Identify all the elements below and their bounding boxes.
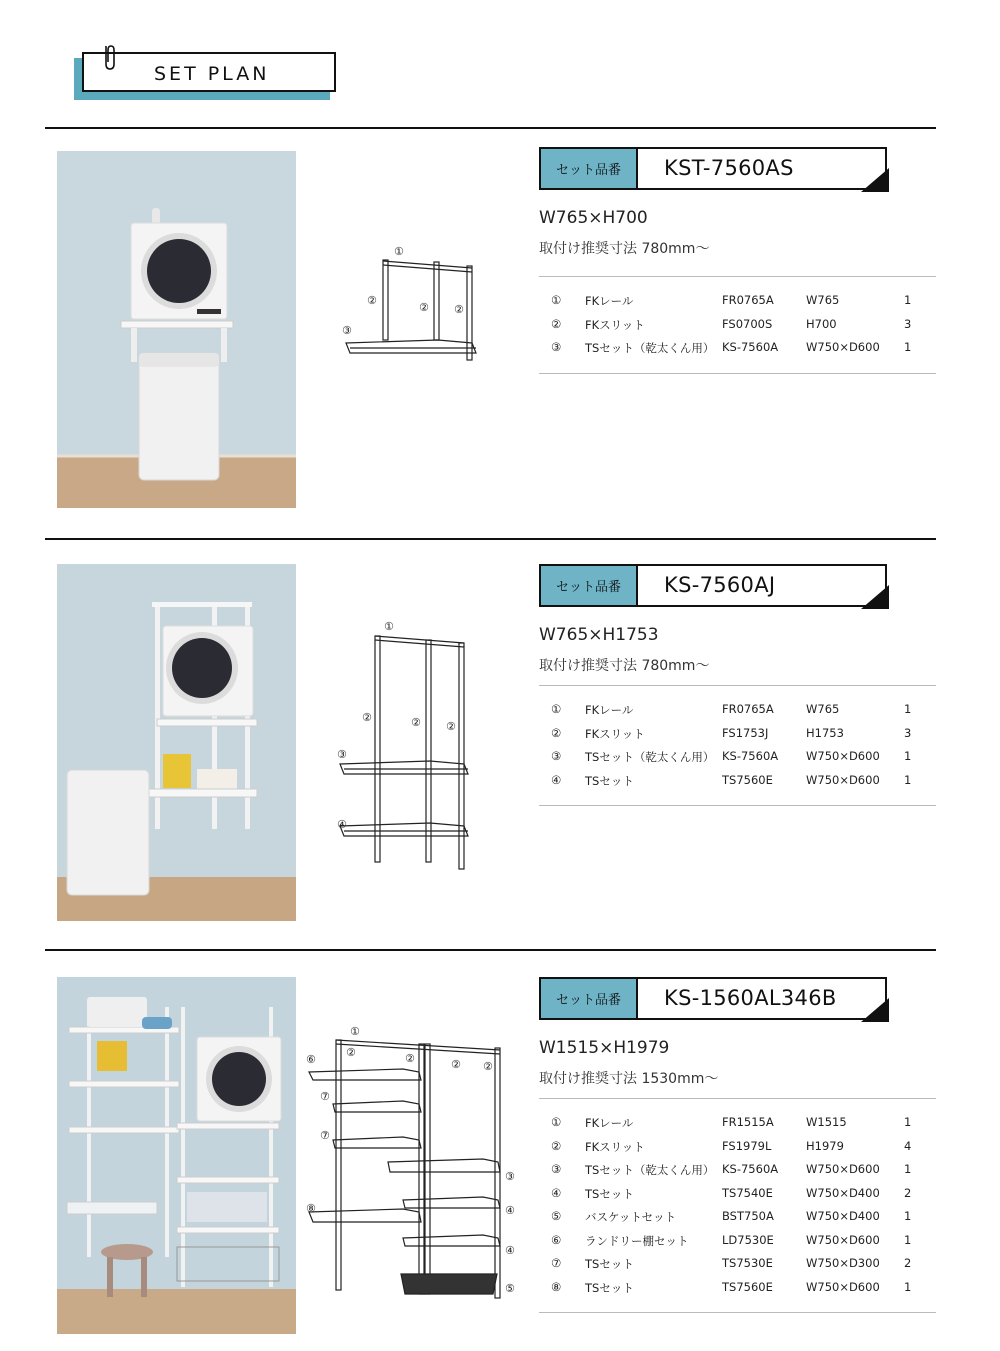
- diagram-label: ②: [451, 1058, 461, 1071]
- item-size: W750×D300: [806, 1256, 880, 1270]
- item-number: ①: [551, 702, 562, 716]
- paperclip-icon: [102, 42, 118, 72]
- diagram-label: ③: [337, 748, 347, 761]
- item-name: FKスリット: [585, 1139, 645, 1154]
- table-row: [539, 289, 936, 313]
- diagram-label: ⑤: [505, 1282, 515, 1295]
- assembly-diagram: [303, 1022, 523, 1302]
- section-divider: [45, 538, 936, 540]
- item-quantity: 1: [904, 1279, 912, 1294]
- part-number: BST750A: [722, 1209, 774, 1223]
- part-number: KS-7560A: [722, 749, 779, 763]
- diagram-label: ②: [483, 1060, 493, 1073]
- set-code: KST-7560AS: [664, 156, 794, 180]
- item-quantity: 1: [904, 1232, 912, 1247]
- set-number-badge: [539, 147, 887, 190]
- badge-code-box: [636, 147, 887, 190]
- table-row: [539, 698, 936, 722]
- table-row: [539, 1205, 936, 1229]
- table-row: [539, 336, 936, 360]
- diagram-label: ④: [505, 1244, 515, 1257]
- diagram-label: ⑥: [306, 1053, 316, 1066]
- item-quantity: 1: [904, 1162, 912, 1176]
- item-size: H1979: [806, 1138, 844, 1153]
- table-row: [539, 1135, 936, 1159]
- diagram-label: ②: [346, 1046, 356, 1059]
- badge-label: セット品番: [539, 147, 636, 190]
- part-number: FR1515A: [722, 1115, 774, 1129]
- product-photo: [57, 977, 296, 1334]
- diagram-label: ①: [394, 245, 404, 258]
- set-number-badge: [539, 977, 887, 1020]
- item-quantity: 1: [904, 1209, 912, 1223]
- diagram-label: ③: [342, 324, 352, 337]
- part-number: TS7540E: [722, 1185, 773, 1200]
- item-size: W750×D600: [806, 749, 880, 763]
- item-size: W765: [806, 293, 840, 307]
- table-row: [539, 745, 936, 769]
- part-number: KS-7560A: [722, 340, 779, 354]
- diagram-label: ②: [454, 303, 464, 316]
- item-name: ランドリー棚セット: [585, 1233, 689, 1248]
- set-code: KS-7560AJ: [664, 573, 776, 597]
- item-size: W750×D400: [806, 1185, 880, 1200]
- item-quantity: 1: [904, 772, 912, 787]
- badge-code-box: [636, 977, 887, 1020]
- page-title: SET PLAN: [154, 63, 270, 85]
- item-name: TSセット: [585, 1280, 634, 1295]
- item-name: TSセット: [585, 1186, 634, 1201]
- item-quantity: 2: [904, 1256, 912, 1270]
- item-name: TSセット: [585, 1257, 634, 1271]
- table-row: [539, 1276, 936, 1300]
- item-size: H1753: [806, 725, 844, 740]
- part-number: TS7560E: [722, 1279, 773, 1294]
- part-number: FS0700S: [722, 316, 773, 331]
- item-name: TSセット（乾太くん用）: [585, 750, 715, 764]
- corner-fold-icon: [861, 168, 889, 192]
- item-size: W750×D600: [806, 1232, 880, 1247]
- item-quantity: 3: [904, 725, 912, 740]
- table-row: [539, 1252, 936, 1276]
- item-number: ②: [551, 316, 562, 331]
- table-row: [539, 1111, 936, 1135]
- table-row: [539, 1182, 936, 1206]
- table-row: [539, 722, 936, 746]
- item-quantity: 1: [904, 702, 912, 716]
- set-dimensions: W765×H700: [539, 208, 648, 228]
- table-row: [539, 769, 936, 793]
- recommended-size: 取付け推奨寸法 780mm〜: [539, 658, 710, 674]
- diagram-label: ②: [419, 301, 429, 314]
- diagram-label: ①: [384, 620, 394, 633]
- diagram-label: ①: [350, 1025, 360, 1038]
- item-name: TSセット: [585, 773, 634, 788]
- item-quantity: 3: [904, 316, 912, 331]
- product-photo: [57, 151, 296, 508]
- item-quantity: 1: [904, 293, 912, 307]
- diagram-label: ⑧: [306, 1202, 316, 1215]
- diagram-label: ⑦: [320, 1090, 330, 1103]
- item-size: W750×D600: [806, 1162, 880, 1176]
- item-number: ⑤: [551, 1209, 562, 1223]
- part-number: FS1979L: [722, 1138, 772, 1153]
- parts-table: [539, 276, 936, 374]
- item-number: ④: [551, 1185, 562, 1200]
- item-number: ⑥: [551, 1232, 562, 1247]
- diagram-label: ②: [411, 716, 421, 729]
- section-divider: [45, 127, 936, 129]
- table-row: [539, 1229, 936, 1253]
- part-number: FR0765A: [722, 702, 774, 716]
- part-number: FR0765A: [722, 293, 774, 307]
- set-dimensions: W1515×H1979: [539, 1038, 670, 1058]
- corner-fold-icon: [861, 998, 889, 1022]
- diagram-label: ④: [337, 818, 347, 831]
- set-number-badge: [539, 564, 887, 607]
- badge-label: セット品番: [539, 564, 636, 607]
- item-name: FKスリット: [585, 726, 645, 741]
- item-number: ③: [551, 749, 562, 763]
- item-name: TSセット（乾太くん用）: [585, 1163, 715, 1177]
- part-number: TS7530E: [722, 1256, 773, 1270]
- item-size: W750×D600: [806, 340, 880, 354]
- product-photo: [57, 564, 296, 921]
- item-number: ③: [551, 340, 562, 354]
- assembly-diagram: [334, 618, 484, 870]
- badge-code-box: [636, 564, 887, 607]
- recommended-size: 取付け推奨寸法 1530mm〜: [539, 1071, 719, 1087]
- item-name: TSセット（乾太くん用）: [585, 341, 715, 355]
- assembly-diagram: [336, 240, 486, 365]
- item-number: ②: [551, 1138, 562, 1153]
- badge-label: セット品番: [539, 977, 636, 1020]
- set-code: KS-1560AL346B: [664, 986, 837, 1010]
- item-size: W765: [806, 702, 840, 716]
- parts-table: [539, 1098, 936, 1313]
- item-number: ⑦: [551, 1256, 562, 1270]
- diagram-label: ⑦: [320, 1129, 330, 1142]
- item-size: W750×D400: [806, 1209, 880, 1223]
- corner-fold-icon: [861, 585, 889, 609]
- parts-table: [539, 685, 936, 806]
- item-quantity: 1: [904, 340, 912, 354]
- part-number: LD7530E: [722, 1232, 774, 1247]
- header-frame: [82, 52, 336, 92]
- part-number: TS7560E: [722, 772, 773, 787]
- item-number: ①: [551, 293, 562, 307]
- item-quantity: 1: [904, 1115, 912, 1129]
- item-name: FKレール: [585, 294, 634, 308]
- item-size: W1515: [806, 1115, 847, 1129]
- item-quantity: 4: [904, 1138, 912, 1153]
- item-size: H700: [806, 316, 837, 331]
- recommended-size: 取付け推奨寸法 780mm〜: [539, 241, 710, 257]
- item-number: ④: [551, 772, 562, 787]
- diagram-label: ②: [367, 294, 377, 307]
- item-number: ③: [551, 1162, 562, 1176]
- diagram-label: ②: [405, 1052, 415, 1065]
- part-number: KS-7560A: [722, 1162, 779, 1176]
- item-name: FKスリット: [585, 317, 645, 332]
- diagram-label: ②: [446, 720, 456, 733]
- item-name: FKレール: [585, 703, 634, 717]
- diagram-label: ③: [505, 1170, 515, 1183]
- table-row: [539, 313, 936, 337]
- item-number: ①: [551, 1115, 562, 1129]
- section-divider: [45, 949, 936, 951]
- item-quantity: 1: [904, 749, 912, 763]
- part-number: FS1753J: [722, 725, 769, 740]
- diagram-label: ②: [362, 711, 372, 724]
- item-number: ②: [551, 725, 562, 740]
- item-quantity: 2: [904, 1185, 912, 1200]
- item-size: W750×D600: [806, 1279, 880, 1294]
- item-name: FKレール: [585, 1116, 634, 1130]
- item-size: W750×D600: [806, 772, 880, 787]
- set-plan-header: [74, 50, 340, 100]
- set-dimensions: W765×H1753: [539, 625, 659, 645]
- table-row: [539, 1158, 936, 1182]
- item-name: バスケットセット: [585, 1210, 677, 1224]
- item-number: ⑧: [551, 1279, 562, 1294]
- diagram-label: ④: [505, 1204, 515, 1217]
